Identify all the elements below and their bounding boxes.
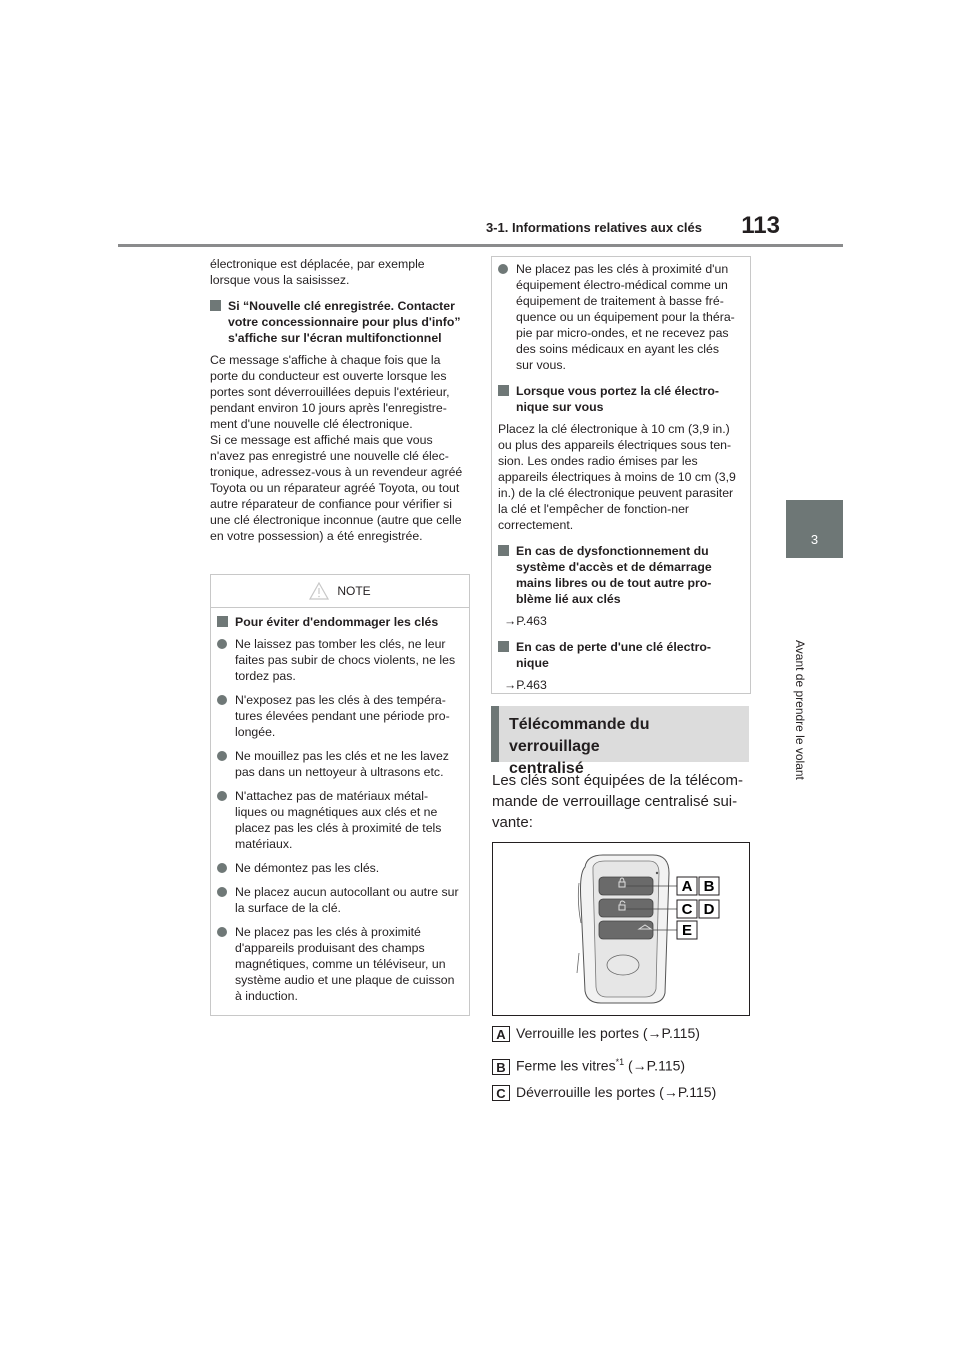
- note-bullet: [217, 788, 459, 852]
- note-bullet-text: N'exposez pas les clés à des tempéra-tures élevées pendant une période pro-longée.: [235, 693, 450, 739]
- note-bullet-text: Ne placez aucun autocollant ou autre sur la surface de la clé.: [235, 885, 459, 915]
- note-bullet-text: N'attachez pas de matériaux métal-liques ou magnétiques aux clés et ne placez pas les clés à proximité de tels matériaux.: [235, 789, 442, 851]
- square-bullet-icon: [498, 385, 509, 396]
- legend-letter: A: [492, 1026, 510, 1042]
- callout-D: [699, 900, 719, 918]
- round-bullet-icon: [498, 264, 508, 274]
- round-bullet-icon: [217, 887, 227, 897]
- legend-text[interactable]: Verrouille les portes (→P.115): [516, 1025, 700, 1041]
- square-bullet-icon: [498, 545, 509, 556]
- info-box: [491, 256, 751, 694]
- banner-title: Télécommande du verrouillage centralisé: [509, 716, 650, 777]
- info-heading-2-text: En cas de dysfonctionnement du système d'accès et de démarrage mains libres ou de tout autre pro-blème lié aux clés: [516, 544, 712, 606]
- round-bullet-icon: [217, 751, 227, 761]
- info-bullet-text: Ne placez pas les clés à proximité d'un équipement électro-médical comme un équipement de traitement à basse fré-quence ou un équipement pour la théra-pie par micro-ondes, et ne recevez pas des soins médicaux en ayant les clés sur vous.: [516, 262, 735, 372]
- page-reference-link[interactable]: →P.463: [504, 678, 547, 692]
- chapter-title-vertical: [779, 640, 819, 790]
- section-heading: [210, 298, 468, 346]
- note-bullet: [217, 692, 459, 740]
- info-heading-1: [498, 383, 738, 415]
- chapter-tab: [786, 500, 843, 558]
- svg-text:C: C: [681, 901, 693, 918]
- callout-B: [699, 877, 719, 895]
- note-bullet-text: Ne mouillez pas les clés et ne les lavez pas dans un nettoyeur à ultrasons etc.: [235, 749, 449, 779]
- legend-letter: B: [492, 1059, 510, 1075]
- round-bullet-icon: [217, 695, 227, 705]
- note-header: [211, 575, 469, 607]
- svg-text:B: B: [703, 878, 715, 895]
- note-box: [210, 574, 470, 1016]
- note-bullet-text: Ne laissez pas tomber les clés, ne leur faites pas subir de chocs violents, ne les tordez pas.: [235, 637, 456, 683]
- section-body-2: Si ce message est affiché mais que vous n'avez pas enregistré une nouvelle clé élec-tronique, adressez-vous à un revendeur agréé Toyota ou un réparateur agréé Toyota, ou tout autre réparateur de confiance pour vérifier si une clé électronique inconnue (autre que celle en votre possession) a été enregistrée.: [210, 433, 463, 543]
- note-bullet: [217, 884, 459, 916]
- note-bullet-text: Ne démontez pas les clés.: [235, 861, 380, 875]
- square-bullet-icon: [217, 616, 228, 627]
- page-reference-link[interactable]: →P.463: [504, 614, 547, 628]
- info-heading-1-text: Lorsque vous portez la clé électro-nique sur vous: [516, 384, 719, 414]
- callout-C: [677, 900, 697, 918]
- note-heading: [217, 614, 459, 630]
- section-title: 3-1. Informations relatives aux clés: [485, 220, 702, 235]
- callout-E: [677, 921, 697, 939]
- legend-item-a: [492, 1024, 700, 1042]
- legend-item-b: [492, 1053, 685, 1075]
- section-body-1: Ce message s'affiche à chaque fois que la porte du conducteur est ouverte lorsque les portes sont déverrouillées depuis l'extérieur, pendant environ 10 jours après l'enregistre-ment d'une nouvelle clé électronique.: [210, 353, 450, 431]
- round-bullet-icon: [217, 639, 227, 649]
- note-label: NOTE: [337, 584, 371, 598]
- key-fob-figure: [492, 842, 750, 1016]
- info-heading-2: [498, 543, 738, 607]
- round-bullet-icon: [217, 863, 227, 873]
- note-bullet: [217, 636, 459, 684]
- info-bullet: [498, 261, 738, 373]
- svg-text:E: E: [681, 922, 693, 939]
- legend-text[interactable]: Déverrouille les portes (→P.115): [516, 1084, 717, 1100]
- note-divider: [211, 607, 469, 608]
- square-bullet-icon: [498, 641, 509, 652]
- legend-letter: C: [492, 1085, 510, 1101]
- chapter-title: Avant de prendre le volant: [793, 640, 807, 780]
- round-bullet-icon: [217, 927, 227, 937]
- page-number: 113: [741, 212, 780, 239]
- note-bullet: [217, 748, 459, 780]
- chapter-number: 3: [810, 532, 819, 547]
- key-fob-illustration: [493, 843, 749, 1015]
- section-banner: [491, 706, 749, 777]
- info-body-1: Placez la clé électronique à 10 cm (3,9 in.) ou plus des appareils électriques sous ten-sion. Les ondes radio émises par les appareils électriques à moins de 10 cm (3,9 in.) de la clé électronique peuvent parasiter la clé et l'empêcher de fonction-ner correctement.: [498, 422, 736, 532]
- note-bullet-text: Ne placez pas les clés à proximité d'appareils produisant des champs magnétiques, comme un téléviseur, un système audio et une plaque de cuisson à induction.: [235, 925, 455, 1003]
- note-heading-text: Pour éviter d'endommager les clés: [235, 615, 439, 629]
- round-bullet-icon: [217, 791, 227, 801]
- legend-text: Ferme les vitres: [516, 1057, 616, 1074]
- header-rule: [118, 244, 843, 247]
- intro-paragraph: Les clés sont équipées de la télécom-mande de verrouillage centralisé sui-vante:: [492, 772, 743, 831]
- left-column: [210, 256, 468, 551]
- info-heading-3-text: En cas de perte d'une clé électro-nique: [516, 640, 711, 670]
- note-bullet: [217, 924, 459, 1004]
- svg-text:A: A: [681, 878, 693, 895]
- warning-triangle-icon: [309, 582, 329, 600]
- info-heading-3: [498, 639, 738, 671]
- callout-A: [677, 877, 697, 895]
- legend-reference[interactable]: (→P.115): [624, 1057, 686, 1074]
- intro-text: électronique est déplacée, par exemple lorsque vous la saisissez.: [210, 257, 425, 287]
- note-bullet: [217, 860, 459, 876]
- footnote-marker: *1: [615, 1057, 625, 1067]
- section-heading-text: Si “Nouvelle clé enregistrée. Contacter votre concessionnaire pour plus d'info” s'affiche sur l'écran multifonctionnel: [228, 299, 461, 345]
- square-bullet-icon: [210, 300, 221, 311]
- svg-text:D: D: [703, 901, 715, 918]
- legend-item-c: [492, 1083, 716, 1101]
